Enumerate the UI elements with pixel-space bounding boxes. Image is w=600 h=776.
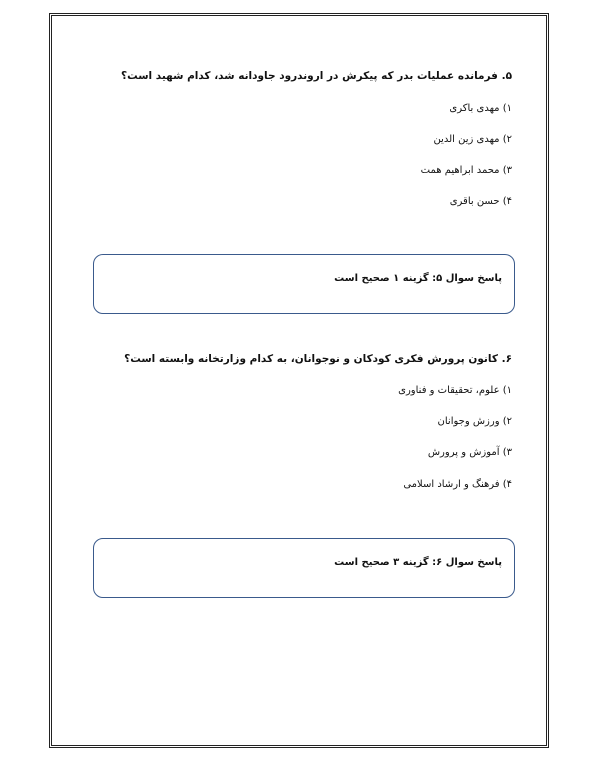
question-5: ۵. فرمانده عملیات بدر که پیکرش در اروندرود جاودانه شد، کدام شهید است؟ [121, 70, 512, 82]
answer-6-text: پاسخ سوال ۶: گزینه ۳ صحیح است [334, 557, 502, 568]
q6-option-2: ۲) ورزش وجوانان [437, 416, 512, 427]
q5-option-4: ۴) حسن باقری [449, 196, 512, 207]
page-border [49, 13, 549, 748]
q5-option-3: ۳) محمد ابراهیم همت [420, 165, 512, 176]
question-6: ۶. کانون پرورش فکری کودکان و نوجوانان، به کدام وزارتخانه وابسته است؟ [124, 353, 512, 365]
answer-box-5 [93, 254, 515, 314]
q5-option-2: ۲) مهدی زین الدین [433, 134, 512, 145]
answer-5-text: پاسخ سوال ۵: گزینه ۱ صحیح است [334, 273, 502, 284]
answer-box-6 [93, 538, 515, 598]
q5-option-1: ۱) مهدی باکری [449, 103, 512, 114]
q6-option-4: ۴) فرهنگ و ارشاد اسلامی [403, 479, 512, 490]
q6-option-1: ۱) علوم، تحقیقات و فناوری [398, 385, 512, 396]
q6-option-3: ۳) آموزش و پرورش [427, 447, 512, 458]
